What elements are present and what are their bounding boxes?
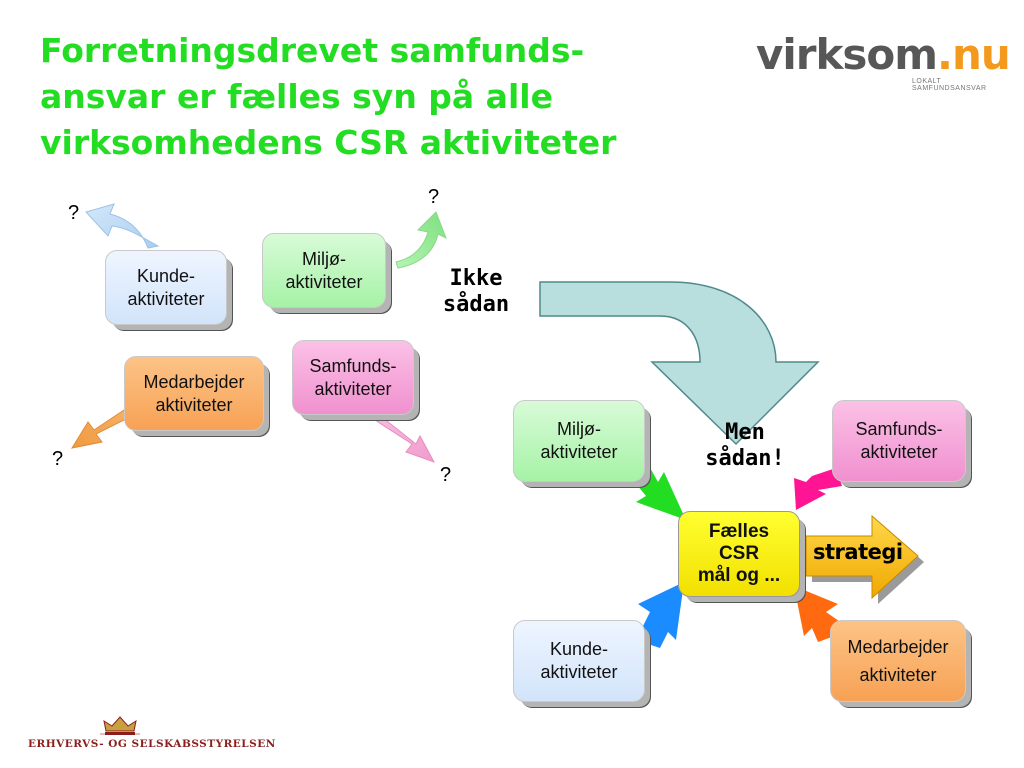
question-mark-kunde: ?	[68, 202, 80, 224]
question-mark-miljo: ?	[428, 186, 440, 208]
right-samfunds-box	[832, 400, 966, 482]
logo-accent-text: .nu	[937, 30, 1010, 79]
ikke-sadan-line1: Ikke	[449, 266, 503, 291]
core-csr-box	[678, 511, 800, 597]
right-medarbejder-line1: Medarbejder	[847, 637, 949, 657]
title-line-2: ansvar er fælles syn på alle	[40, 77, 553, 116]
right-kunde-line2: aktiviteter	[540, 662, 618, 682]
kunde-question-arrow	[86, 204, 158, 248]
left-kunde-box	[105, 250, 227, 325]
miljo-question-arrow	[396, 212, 446, 268]
right-medarbejder-box	[830, 620, 966, 702]
left-medarbejder-box	[124, 356, 264, 431]
men-sadan-label	[690, 420, 800, 472]
ikke-sadan-label	[428, 266, 524, 318]
left-miljo-line2: aktiviteter	[285, 271, 363, 292]
left-samfunds-line1: Samfunds-	[309, 355, 397, 376]
right-samfunds-line1: Samfunds-	[855, 419, 943, 439]
left-samfunds-line2: aktiviteter	[314, 378, 392, 399]
right-kunde-box	[513, 620, 645, 702]
left-miljo-box	[262, 233, 386, 308]
question-mark-medarbejder: ?	[52, 448, 64, 470]
left-kunde-line1: Kunde-	[136, 265, 196, 286]
ikke-sadan-line2: sådan	[442, 292, 510, 317]
medarbejder-question-arrow	[72, 410, 128, 448]
logo-tagline: LOKALT SAMFUNDSANSVAR	[912, 78, 987, 92]
crown-icon	[100, 713, 140, 737]
left-medarbejder-line1: Medarbejder	[143, 371, 245, 392]
question-mark-samfunds: ?	[440, 464, 452, 486]
right-medarbejder-line2: aktiviteter	[859, 665, 937, 685]
right-miljo-line1: Miljø-	[557, 419, 601, 439]
men-sadan-line2: sådan!	[705, 446, 785, 471]
strategy-label: strategi	[813, 540, 903, 564]
title-line-3: virksomhedens CSR aktiviteter	[40, 123, 617, 162]
right-miljo-box	[513, 400, 645, 482]
left-miljo-line1: Miljø-	[302, 248, 346, 269]
logo-main-text: virksom	[756, 30, 938, 79]
left-samfunds-box	[292, 340, 414, 415]
right-miljo-line2: aktiviteter	[540, 442, 618, 462]
footer-org-name: ERHVERVS- OG SELSKABSSTYRELSEN	[28, 738, 276, 750]
core-line3: mål og ...	[697, 565, 781, 586]
right-samfunds-line2: aktiviteter	[860, 442, 938, 462]
men-sadan-line1: Men	[725, 420, 765, 445]
samfunds-question-arrow	[372, 414, 434, 462]
left-kunde-line2: aktiviteter	[127, 288, 205, 309]
left-medarbejder-line2: aktiviteter	[155, 394, 233, 415]
right-kunde-line1: Kunde-	[549, 639, 609, 659]
core-line2: CSR	[718, 543, 760, 564]
title-line-1: Forretningsdrevet samfunds-	[40, 31, 585, 70]
core-line1: Fælles	[708, 521, 770, 542]
